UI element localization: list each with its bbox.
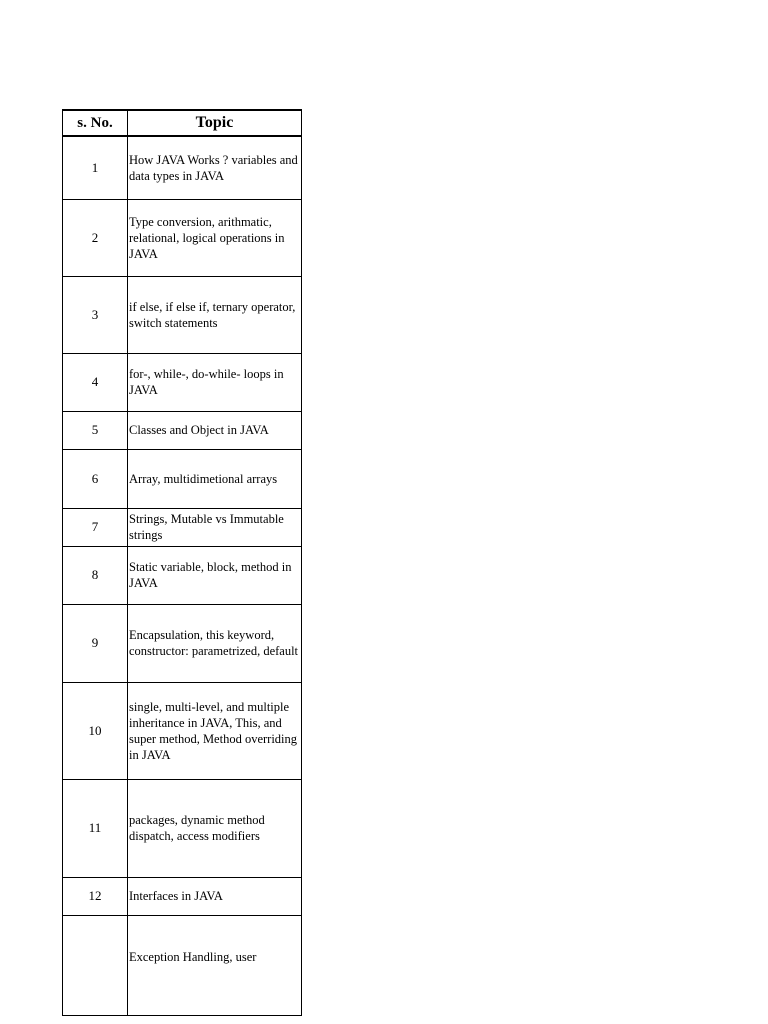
topic-cell: Encapsulation, this keyword, constructor: parametrized, default [128,604,302,682]
serial-number-cell: 11 [63,779,128,877]
serial-number-cell: 4 [63,353,128,411]
table-row [63,508,302,546]
topic-cell: Type conversion, arithmatic, relational, logical operations in JAVA [128,199,302,276]
header-row [63,110,302,136]
serial-number-cell: 9 [63,604,128,682]
serial-number-cell: 12 [63,877,128,915]
table-row [63,779,302,877]
topic-cell: Exception Handling, user [128,915,302,1015]
table-row [63,199,302,276]
topics-table [62,109,302,1016]
table-row [63,546,302,604]
serial-number-cell: 3 [63,276,128,353]
topic-cell: single, multi-level, and multiple inheritance in JAVA, This, and super method, Method overriding in JAVA [128,682,302,779]
serial-number-cell [63,915,128,1015]
topic-cell: Strings, Mutable vs Immutable strings [128,508,302,546]
table-row [63,276,302,353]
header-topic: Topic [128,110,302,136]
table-row [63,915,302,1015]
topic-cell: if else, if else if, ternary operator, switch statements [128,276,302,353]
topic-cell: Interfaces in JAVA [128,877,302,915]
table-row [63,682,302,779]
serial-number-cell: 2 [63,199,128,276]
serial-number-cell: 1 [63,136,128,199]
topic-cell: for-, while-, do-while- loops in JAVA [128,353,302,411]
serial-number-cell: 5 [63,411,128,449]
table-row [63,411,302,449]
table-row [63,604,302,682]
serial-number-cell: 6 [63,449,128,508]
topic-cell: Static variable, block, method in JAVA [128,546,302,604]
topic-cell: How JAVA Works ? variables and data types in JAVA [128,136,302,199]
topic-cell: packages, dynamic method dispatch, access modifiers [128,779,302,877]
serial-number-cell: 7 [63,508,128,546]
table-row [63,877,302,915]
table-row [63,449,302,508]
topic-cell: Classes and Object in JAVA [128,411,302,449]
topic-cell: Array, multidimetional arrays [128,449,302,508]
serial-number-cell: 8 [63,546,128,604]
table-row [63,136,302,199]
table-row [63,353,302,411]
header-serial-number: s. No. [63,110,128,136]
serial-number-cell: 10 [63,682,128,779]
